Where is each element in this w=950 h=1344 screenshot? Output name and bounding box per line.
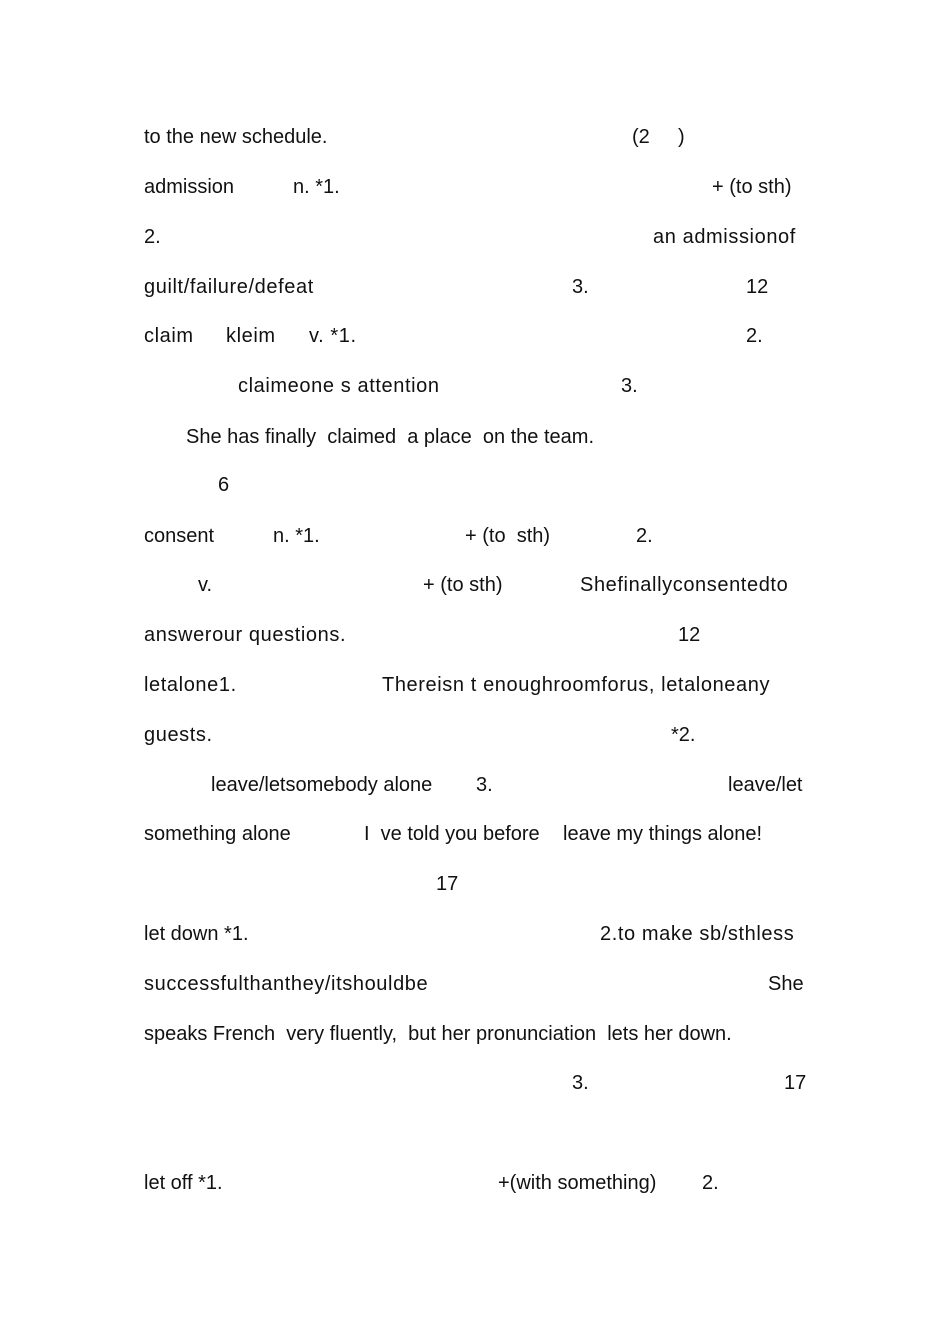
text-line: an admissionof [653, 226, 796, 248]
text-line: v. [198, 574, 213, 596]
text-line: 3. [572, 1072, 589, 1094]
text-line: + (to sth) [712, 176, 792, 198]
text-line: 6 [218, 474, 230, 496]
text-line: successfulthanthey/itshouldbe [144, 973, 429, 995]
text-line: v. *1. [309, 325, 357, 347]
text-line: guilt/failure/defeat [144, 276, 314, 298]
text-line: 2. [702, 1172, 719, 1194]
example-sentence: leave my things alone! [563, 823, 763, 845]
text-line: 2.to make sb/sthless [600, 923, 795, 945]
example-sentence: guests. [144, 724, 213, 746]
headword: consent [144, 525, 215, 547]
example-sentence: speaks French very fluently, but her pronunciation lets her down. [144, 1023, 732, 1045]
text-line: ) [678, 126, 685, 148]
text-line: 3. [621, 375, 638, 397]
text-line: 3. [476, 774, 493, 796]
text-line: leave/letsomebody alone [211, 774, 433, 796]
text-line: 2. [144, 226, 161, 248]
text-line: 12 [678, 624, 701, 646]
text-line: n. *1. [273, 525, 320, 547]
example-sentence: I ve told you before [364, 823, 540, 845]
example-sentence: Shefinallyconsentedto [580, 574, 789, 596]
headword: letalone1. [144, 674, 237, 696]
example-sentence: answerour questions. [144, 624, 347, 646]
text-line: *2. [671, 724, 696, 746]
text-line: claimeone s attention [238, 375, 440, 397]
headword: claim [144, 325, 194, 347]
text-line: 17 [436, 873, 459, 895]
text-line: something alone [144, 823, 291, 845]
text-line: +(with something) [498, 1172, 657, 1194]
text-line: 12 [746, 276, 769, 298]
text-line: to the new schedule. [144, 126, 328, 148]
example-sentence: Thereisn t enoughroomforus, letaloneany [382, 674, 771, 696]
phonetic: kleim [226, 325, 276, 347]
text-line: + (to sth) [423, 574, 503, 596]
text-line: leave/let [728, 774, 803, 796]
headword: let down *1. [144, 923, 249, 945]
text-line: n. *1. [293, 176, 340, 198]
example-sentence: She [768, 973, 804, 995]
headword: let off *1. [144, 1172, 223, 1194]
headword: admission [144, 176, 235, 198]
text-line: 2. [636, 525, 653, 547]
text-line: 2. [746, 325, 763, 347]
text-line: 3. [572, 276, 589, 298]
text-line: 17 [784, 1072, 807, 1094]
text-line: + (to sth) [465, 525, 551, 547]
text-line: (2 [632, 126, 650, 148]
example-sentence: She has finally claimed a place on the team. [186, 426, 595, 448]
